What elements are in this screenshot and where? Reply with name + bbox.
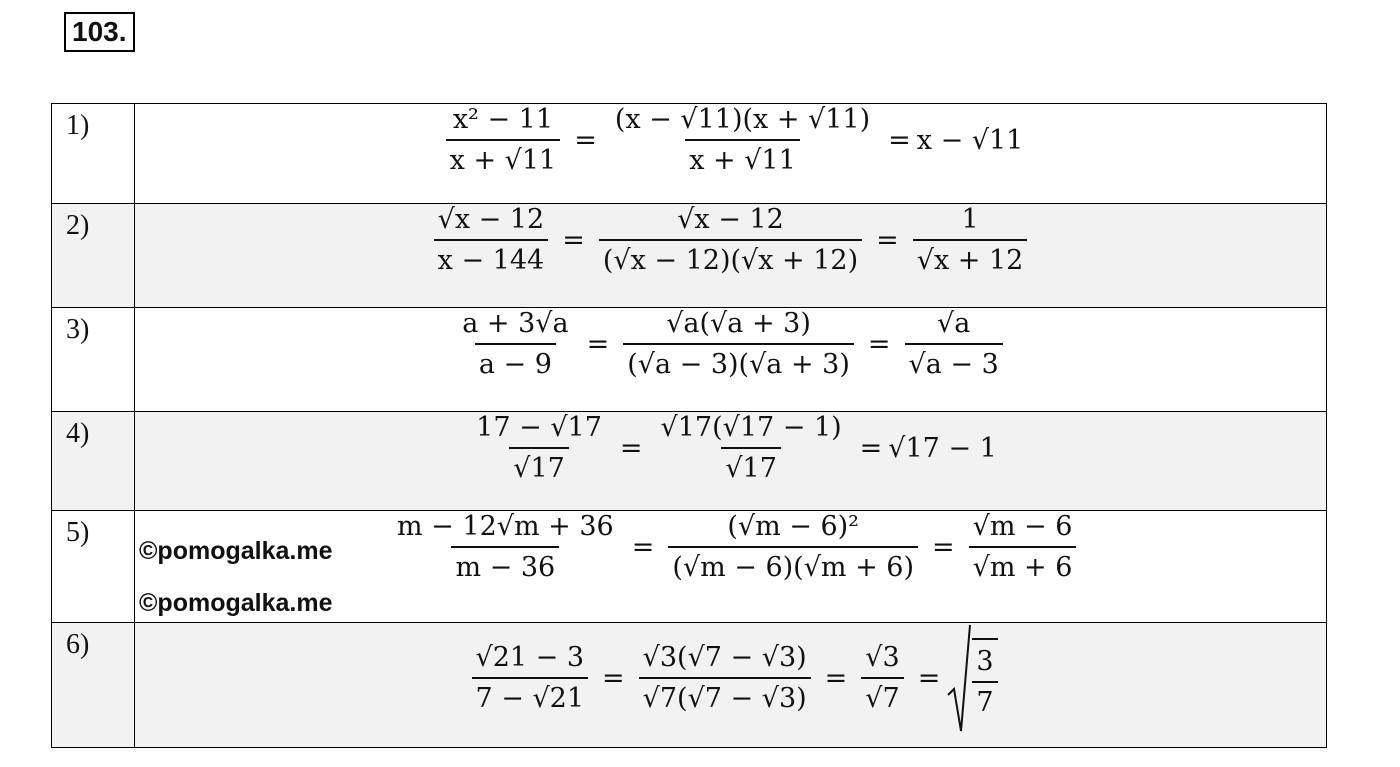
row-label: 4) (52, 412, 135, 511)
denominator: √17 (509, 447, 569, 484)
expression-cell: $\frac{a + 3√a}{a - 9}$ = $\frac{√a(√a + 3)}{(√a - 3)(√a + 3)}$ = $\frac{√a}{√a - 3}$ (135, 308, 1327, 412)
fraction (668, 511, 918, 583)
numerator: √a(√a + 3) (666, 308, 811, 339)
row-label: 6) (52, 623, 135, 748)
fraction (861, 642, 903, 714)
denominator: a − 9 (475, 343, 556, 380)
radical-result (946, 623, 997, 733)
numerator: a + 3√a (462, 308, 569, 339)
result: √17 − 1 (888, 432, 997, 464)
problem-number: 103. (64, 12, 135, 52)
table-row (52, 511, 1327, 623)
numerator: 1 (961, 204, 979, 235)
table-row (52, 104, 1327, 204)
fraction (611, 104, 874, 176)
denominator: (√m − 6)(√m + 6) (668, 546, 918, 583)
expression-cell: $\frac{\text{x² − 11}}{x + √11}$ = $\frac{(x - √11)(x + √11)}{x + √11}$ = x − √11 (135, 104, 1327, 204)
fraction (458, 308, 572, 380)
denominator: x − 144 (434, 239, 549, 276)
numerator: √m − 6 (972, 511, 1073, 542)
expression-cell: $\frac{√x - 12}{x - 144}$ = $\frac{√x - 12}{(√x - 12)(√x + 12)}$ = $\frac{1}{√x + 12}$ (135, 204, 1327, 308)
fraction (446, 104, 561, 176)
row-label: 1) (52, 104, 135, 204)
expression-cell: $\frac{17 - √17}{√17}$ = $\frac{√17(√17 - 1)}{√17}$ = √17 − 1 (135, 412, 1327, 511)
table-row (52, 623, 1327, 748)
numerator: (x − √11)(x + √11) (614, 104, 871, 135)
solutions-table (51, 103, 1327, 748)
table-row (52, 204, 1327, 308)
fraction (913, 204, 1028, 276)
expression-cell: ©pomogalka.me ©pomogalka.me $\frac{m - 12√m + 36}{m - 36}$ = $\frac{\text{(√m − 6)²}}{(√m - 6)(√m + 6)}$ = $\frac{√m - 6}{√m + 6}$ (135, 511, 1327, 623)
numerator: √x − 12 (677, 204, 784, 235)
fraction (905, 308, 1003, 380)
row-label: 3) (52, 308, 135, 412)
denominator: √7(√7 − √3) (639, 677, 811, 714)
numerator: m − 12√m + 36 (397, 511, 614, 542)
denominator: √7 (861, 677, 903, 714)
numerator: x² − 11 (452, 104, 554, 135)
numerator: √3 (865, 642, 900, 673)
fraction (599, 204, 862, 276)
fraction (657, 412, 846, 484)
table-row (52, 308, 1327, 412)
denominator: x + √11 (685, 139, 800, 176)
numerator: √21 − 3 (475, 642, 585, 673)
watermark-text: ©pomogalka.me (139, 589, 333, 617)
result: x − √11 (916, 124, 1024, 156)
table-row (52, 412, 1327, 511)
denominator: 7 − √21 (472, 677, 589, 714)
denominator: √a − 3 (905, 343, 1003, 380)
denominator: √m + 6 (969, 546, 1077, 583)
denominator: √17 (721, 447, 781, 484)
fraction (472, 642, 589, 714)
numerator: 17 − √17 (476, 412, 602, 443)
radical-sign-icon (946, 623, 972, 733)
denominator: m − 36 (451, 546, 559, 583)
fraction (969, 511, 1077, 583)
numerator: √a (936, 308, 971, 339)
fraction (972, 638, 997, 718)
fraction (639, 642, 811, 714)
row-label: 2) (52, 204, 135, 308)
fraction (472, 412, 606, 484)
denominator: 7 (972, 681, 997, 718)
denominator: x + √11 (446, 139, 561, 176)
row-label: 5) (52, 511, 135, 623)
watermark-group (139, 525, 332, 629)
fraction (623, 308, 854, 380)
fraction (434, 204, 549, 276)
numerator: √17(√17 − 1) (660, 412, 842, 443)
denominator: (√x − 12)(√x + 12) (599, 239, 862, 276)
denominator: √x + 12 (913, 239, 1028, 276)
numerator: 3 (976, 646, 994, 677)
numerator: √3(√7 − √3) (642, 642, 807, 673)
numerator: √x − 12 (437, 204, 545, 235)
denominator: (√a − 3)(√a + 3) (623, 343, 854, 380)
expression-cell: $\frac{√21 - 3}{7 - √21}$ = $\frac{√3(√7 - √3)}{√7(√7 - √3)}$ = $\frac{√3}{√7}$ = $\frac{3}{7}$ (135, 623, 1327, 748)
numerator: (√m − 6)² (727, 511, 859, 542)
fraction (393, 511, 618, 583)
watermark-text: ©pomogalka.me (139, 537, 333, 565)
